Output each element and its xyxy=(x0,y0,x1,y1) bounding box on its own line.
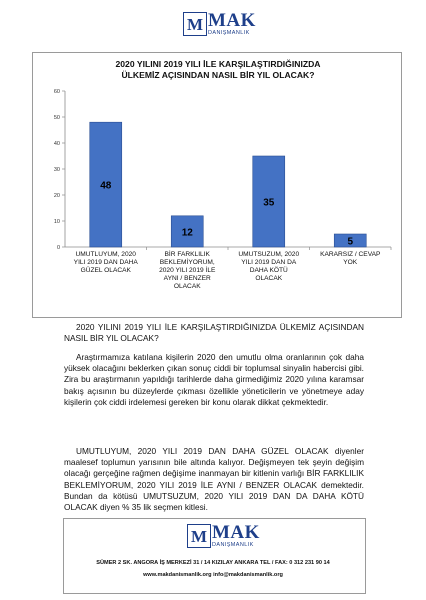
bar-value-label: 5 xyxy=(347,236,354,248)
y-tick-label: 0 xyxy=(56,245,60,251)
question-paragraph: 2020 YILINI 2019 YILI İLE KARŞILAŞTIRDIĞINIZDA ÜLKEMİZ AÇISINDAN NASIL BİR YIL OLACAK? xyxy=(64,322,364,344)
y-tick-label: 10 xyxy=(53,219,60,225)
logo-subtitle: DANIŞMANLIK xyxy=(208,30,250,36)
bar-value-label: 35 xyxy=(263,197,275,209)
bar-value-label: 12 xyxy=(181,227,193,239)
footer-logo-mark: M xyxy=(187,524,211,548)
footer-web: www.makdanismanlik.org info@makdanismanlik.org xyxy=(143,572,283,578)
x-category-label: UMUTSUZUM, 2020 YILI 2019 DAN DA DAHA KÖTÜ OLACAK xyxy=(238,251,300,282)
logo xyxy=(183,12,256,37)
chart-frame xyxy=(32,52,402,318)
x-category-label: BİR FARKLILIK BEKLEMİYORUM, 2020 YILI 2019 İLE AYNI / BENZER OLACAK xyxy=(159,251,216,290)
analysis-paragraph-2: UMUTLUYUM, 2020 YILI 2019 DAN DAHA GÜZEL OLACAK diyenler maalesef toplumun yarısının bile altında kalıyor. Değişmeyen tek şeyin değişim olacağı gerçeğine rağmen değişime inanmayan bir kitlenin varlığı BİR FARKLILIK BEKLEMİYORUM, 2020 YILI 2019 İLE AYNI / BENZER OLACAK demektedir. Bundan da kötüsü UMUTSUZUM, 2020 YILI 2019 DAN DA DAHA KÖTÜ OLACAK diyen % 35 lik seçmen kitlesi. xyxy=(64,446,364,513)
footer-address: SÜMER 2 SK. ANGORA İŞ MERKEZİ 31 / 14 KIZILAY ANKARA TEL / FAX: 0 312 231 90 14 xyxy=(96,560,330,566)
x-category-label: KARARSIZ / CEVAP YOK xyxy=(320,251,381,266)
bar-value-label: 48 xyxy=(100,180,112,192)
y-tick-label: 20 xyxy=(53,193,60,199)
logo-mark: M xyxy=(183,12,207,36)
analysis-paragraph-1: Araştırmamıza katılana kişilerin 2020 den umutlu olma oranlarının çok daha yüksek olacağını beklerken çıkan sonuç ciddi bir toplumsal sinyalin habercisi gibi. Zira bu araştırmanın yapıldığı tarihlerde daha girmediğimiz 2020 yılına karamsar bakış açısının bu düzeylerde çıkması özellikle yöneticilerin ve yönetmeye aday kişilerin çok ciddi irdelemesi gereken bir konu olarak dikkat çekmektedir. xyxy=(64,352,364,407)
chart-title-line-1: 2020 YILINI 2019 YILI İLE KARŞILAŞTIRDIĞINIZDA xyxy=(115,59,321,69)
y-tick-label: 60 xyxy=(53,89,60,95)
footer-logo xyxy=(187,524,260,549)
chart-title-line-2: ÜLKEMİZ AÇISINDAN NASIL BİR YIL OLACAK? xyxy=(121,70,315,80)
y-tick-label: 50 xyxy=(53,115,60,121)
y-tick-label: 30 xyxy=(53,167,60,173)
logo-name: MAK xyxy=(208,10,256,31)
bar-chart xyxy=(33,53,403,319)
footer-logo-name: MAK xyxy=(212,522,260,543)
footer-logo-subtitle: DANIŞMANLIK xyxy=(212,542,254,548)
y-tick-label: 40 xyxy=(53,141,60,147)
x-category-label: UMUTLUYUM, 2020 YILI 2019 DAN DAHA GÜZEL OLACAK xyxy=(73,251,138,274)
